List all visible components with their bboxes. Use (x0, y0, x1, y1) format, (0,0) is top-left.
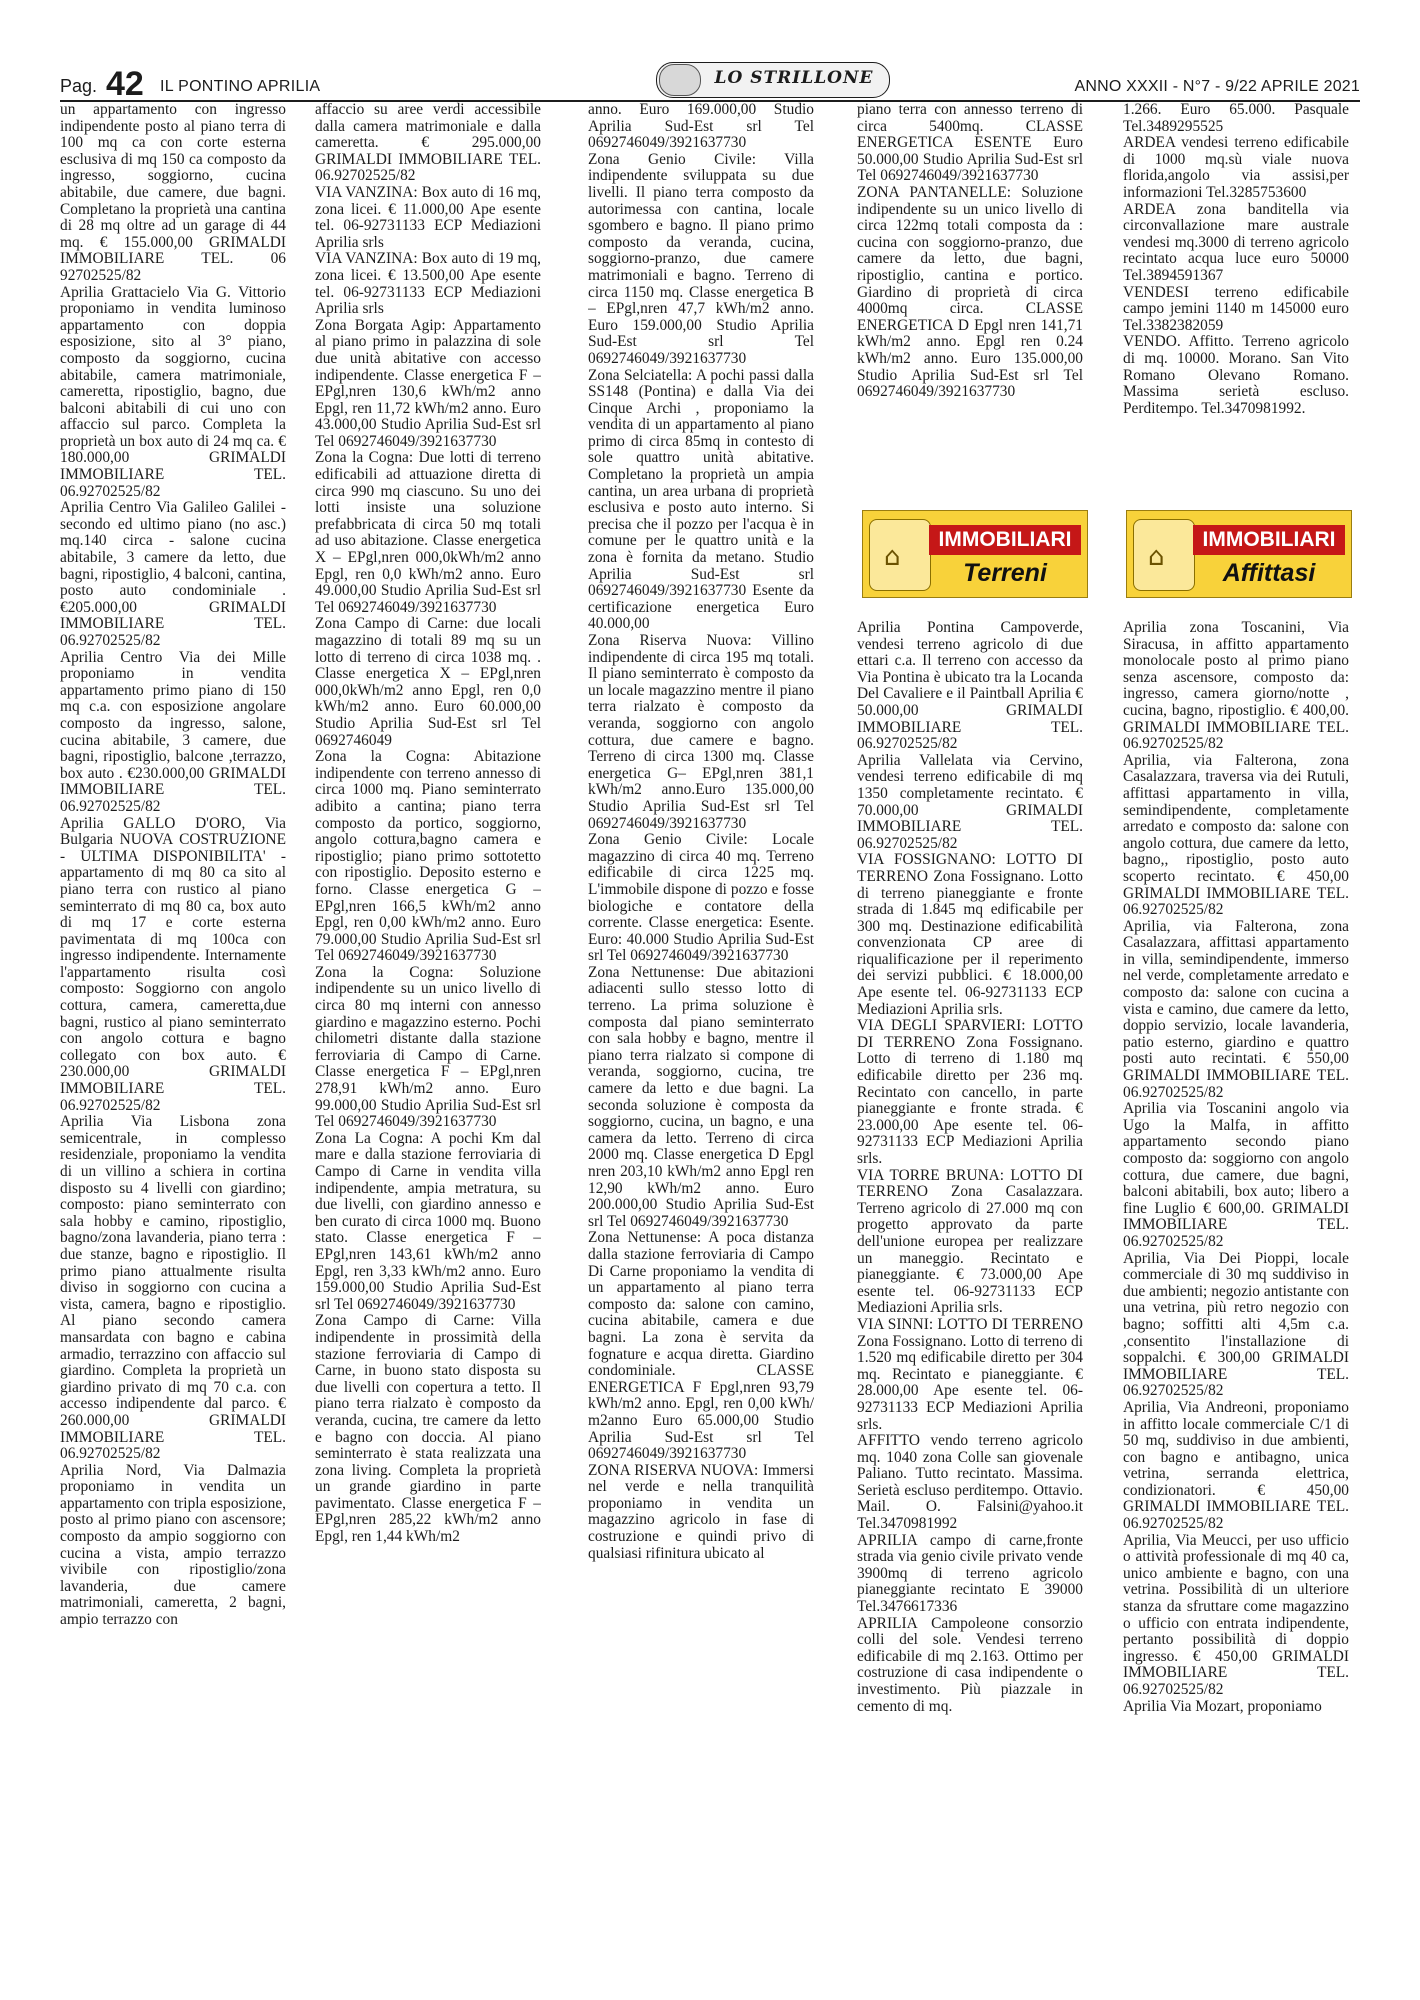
classified-ad: Aprilia via Toscanini angolo via Ugo la Malfa, in affitto appartamento secondo piano composto da: soggiorno con angolo cottura, due camere, due bagni, balconi abitabili, box auto; libero a fine Luglio € 600,00. GRIMALDI IMMOBILIARE TEL. 06.92702525/82 (1123, 1100, 1349, 1250)
classified-ad: ZONA PANTANELLE: Soluzione indipendente su un unico livello di circa 122mq totali composta da : cucina con soggiorno-pranzo, due camere da letto, due bagni, ripostiglio, cantina e portico. Giardino di proprietà di circa 4000mq circa. CLASSE ENERGETICA D Epgl nren 141,71 kWh/m2 anno. Epgl ren 0.24 kWh/m2 anno. Euro 135.000,00 Studio Aprilia Sud-Est srl Tel 0692746049/3921637730 (857, 183, 1083, 401)
classified-ad: ARDEA vendesi terreno edificabile di 1000 mq.sù viale nuova florida,angolo via assisi,per informazioni Tel.3285753600 (1123, 134, 1349, 201)
classified-ad: Aprilia Grattacielo Via G. Vittorio proponiamo in vendita luminoso appartamento con doppia esposizione, sito al 3° piano, composto da soggiorno, cucina abitabile, camera matrimoniale, cameretta, ripostiglio, bagno, due balconi abitabili di cui uno con affaccio sul parco. Completa la proprietà un box auto di 24 mq ca. € 180.000,00 GRIMALDI IMMOBILIARE TEL. 06.92702525/82 (60, 283, 286, 500)
issue-info: ANNO XXXII - N°7 - 9/22 APRILE 2021 (1074, 78, 1360, 95)
classified-ad: Aprilia Via Lisbona zona semicentrale, in complesso residenziale, proponiamo la vendita di un villino a schiera in cortina disposto su 4 livelli con giardino; composto: piano seminterrato con sala hobby e camino, ripostiglio, bagno/zona lavanderia, piano terra : due stanze, bagno e ripostiglio. Il primo piano attualmente risulta diviso in soggiorno con cucina a vista, camera, bagno e ripostiglio. Al piano secondo camera mansardata con bagno e cabina armadio, terrazzino con affaccio sul giardino. Completa la proprietà un giardino privato di mq 70 c.a. con accesso indipendente dal parco. € 260.000,00 GRIMALDI IMMOBILIARE TEL. 06.92702525/82 (60, 1113, 286, 1463)
classified-ad: Aprilia GALLO D'ORO, Via Bulgaria NUOVA COSTRUZIONE - ULTIMA DISPONIBILITA' - appartamento di mq 80 ca sito al piano terra con rustico al piano seminterrato di mq 80 ca, box auto di mq 17 e corte esterna pavimentata di mq 100ca con ingresso indipendente. Internamente l'appartamento risulta così composto: Soggiorno con angolo cottura, camera, cameretta,due bagni, rustico al piano seminterrato con angolo cottura e bagno collegato con box auto. € 230.000,00 GRIMALDI IMMOBILIARE TEL. 06.92702525/82 (60, 814, 286, 1114)
classified-ad: Aprilia, via Falterona, zona Casalazzara, affittasi appartamento in villa, semindipendente, immerso nel verde, completamente arredato e composto da: salone con cucina a vista e camino, due camere da letto, doppio servizio, locale lavanderia, patio esterno, giardino e quattro posti auto recintati. € 550,00 GRIMALDI IMMOBILIARE TEL. 06.92702525/82 (1123, 917, 1349, 1101)
banner-title: IMMOBILIARI (929, 525, 1081, 555)
classified-ad: AFFITTO vendo terreno agricolo mq. 1040 zona Colle san giovenale Paliano. Tutto recintato. Massima. Serietà escluso perditempo. Ottavio. Mail. O. Falsini@yahoo.it Tel.3470981992 (857, 1432, 1083, 1533)
classified-ad: ZONA RISERVA NUOVA: Immersi nel verde e nella tranquilità proponiamo in vendita un magazzino agricolo in fase di costruzione e quindi privo di qualsiasi rifinitura ubicato al (588, 1461, 814, 1562)
column-5-affittasi (1123, 620, 1349, 1980)
classified-ad: Aprilia Centro Via dei Mille proponiamo in vendita appartamento primo piano di 150 mq c.a. con esposizione angolare composto da ingresso, salone, cucina abitabile, 3 camere, due bagni, ripostiglio, balcone ,terrazzo, box auto . €230.000,00 GRIMALDI IMMOBILIARE TEL. 06.92702525/82 (60, 648, 286, 815)
classified-ad: Zona la Cogna: Due lotti di terreno edificabili ad attuazione diretta di circa 990 mq ciascuno. Su uno dei lotti insiste una soluzione prefabbricata di circa 50 mq totali ad uso abitazione. Classe energetica X – EPgl,nren 000,0kWh/m2 anno Epgl, ren 0,0 kWh/m2 anno. Euro 49.000,00 Studio Aprilia Sud-Est srl Tel 0692746049/3921637730 (315, 449, 541, 616)
classified-ad: Zona Nettunense: Due abitazioni adiacenti sullo stesso lotto di terreno. La prima soluzione è composta dal piano seminterrato con sala hobby e bagno, mentre il piano terra rialzato si compone di veranda, soggiorno, cucina, tre camere da letto e due bagni. La seconda soluzione è composta da soggiorno, cucina, un bagno, e una camera da letto. Terreno di circa 2000 mq. Classe energetica D Epgl nren 203,10 kWh/m2 anno Epgl ren 12,90 kWh/m2 anno. Euro 200.000,00 Studio Aprilia Sud-Est srl Tel 0692746049/3921637730 (588, 963, 814, 1230)
classified-ad: affaccio su aree verdi accessibile dalla camera matrimoniale e dalla cameretta. € 295.000,00 GRIMALDI IMMOBILIARE TEL. 06.92702525/82 (315, 102, 541, 185)
page-label: Pag. (60, 76, 98, 96)
classified-ad: Zona la Cogna: Soluzione indipendente su un unico livello di circa 80 mq interni con annesso giardino e magazzino esterno. Pochi chilometri distante dalla stazione ferroviaria di Campo di Carne. Classe energetica F – EPgl,nren 278,91 kWh/m2 anno. Euro 99.000,00 Studio Aprilia Sud-Est srl Tel 0692746049/3921637730 (315, 963, 541, 1131)
classified-ad: Zona Selciatella: A pochi passi dalla SS148 (Pontina) e dalla Via dei Cinque Archi , proponiamo la vendita di un appartamento al piano primo di circa 85mq in contesto di sole quattro unità abitative. Completano la proprietà un ampia cantina, un area urbana di proprietà esclusiva e posto auto interno. Si precisa che il pozzo per l'acqua è in comune per le quattro unità e la zona è fornita da metano. Studio Aprilia Sud-Est srl 0692746049/3921637730 Esente da certificazione energetica Euro 40.000,00 (588, 366, 814, 633)
classified-ad: Zona Borgata Agip: Appartamento al piano primo in palazzina di sole due unità abitative con accesso indipendente. Classe energetica F – EPgl,nren 130,6 kWh/m2 anno Epgl, ren 11,72 kWh/m2 anno. Euro 43.000,00 Studio Aprilia Sud-Est srl Tel 0692746049/3921637730 (315, 316, 541, 450)
classified-ad: VIA FOSSIGNANO: LOTTO DI TERRENO Zona Fossignano. Lotto di terreno pianeggiante e fronte strada di 1.845 mq edificabile per 300 mq. Destinazione edificabilità convenzionata CP aree di riqualificazione per il reperimento dei servizi pubblici. € 18.000,00 Ape esente tel. 06-92731133 ECP Mediazioni Aprilia srls. (857, 851, 1083, 1018)
column-5-top (1123, 102, 1349, 492)
house-icon: ⌂ (884, 542, 901, 572)
masthead-logo (656, 62, 890, 98)
classified-ad: Aprilia Via Mozart, proponiamo (1123, 1697, 1322, 1715)
banner-immobiliari-affittasi (1126, 510, 1352, 598)
classified-ad: Zona Nettunense: A poca distanza dalla stazione ferroviaria di Campo Di Carne proponiamo la vendita di un appartamento al piano terra composto da: salone con camino, cucina abitabile, camera e due bagni. La zona è servita da fognature e acqua diretta. Giardino condominiale. CLASSE ENERGETICA F Epgl,nren 93,79 kWh/m2 anno. Epgl, ren 0,00 kWh/ m2anno Euro 65.000,00 Studio Aprilia Sud-Est srl Tel 0692746049/3921637730 (588, 1229, 814, 1463)
logo-text: LO STRILLONE (714, 68, 874, 88)
classified-ad: piano terra con annesso terreno di circa 5400mq. CLASSE ENERGETICA ESENTE Euro 50.000,00 Studio Aprilia Sud-Est srl Tel 0692746049/3921637730 (857, 102, 1083, 185)
classified-ad: Zona Campo di Carne: due locali magazzino di totali 89 mq su un lotto di terreno di circa 1038 mq. . Classe energetica X – EPgl,nren 000,0kWh/m2 anno Epgl, ren 0,0 kWh/m2 anno. Euro 60.000,00 Studio Aprilia Sud-Est srl Tel 0692746049 (315, 615, 541, 749)
publication-name: IL PONTINO APRILIA (160, 78, 321, 95)
column-4-terreni (857, 620, 1083, 1980)
classified-ad: Aprilia Vallelata via Cervino, vendesi terreno edificabile di mq 1350 completamente recintato. € 70.000,00 GRIMALDI IMMOBILIARE TEL. 06.92702525/82 (857, 751, 1083, 852)
classified-ad: APRILIA Campoleone consorzio colli del sole. Vendesi terreno edificabile di mq 2.163. Ottimo per costruzione di casa indipendente o investimento. Più piazzale in cemento di mq. (857, 1614, 1083, 1715)
page-number: 42 (106, 65, 144, 103)
banner-illustration (1133, 519, 1195, 591)
banner-subtitle: Terreni (963, 559, 1047, 587)
column-1 (60, 102, 286, 1982)
classified-ad: VENDO. Affitto. Terreno agricolo di mq. 10000. Morano. San Vito Romano Olevano Romano. Massima serietà escluso. Perditempo. Tel.3470981992. (1123, 333, 1349, 417)
classified-ad: Zona Riserva Nuova: Villino indipendente di circa 195 mq totali. Il piano seminterrato è composto da un locale magazzino mentre il piano terra rialzato è composto da veranda, soggiorno con angolo cottura, due camere e bagno. Terreno di circa 1300 mq. Classe energetica G– EPgl,nren 381,1 kWh/m2 anno.Euro 135.000,00 Studio Aprilia Sud-Est srl Tel 0692746049/3921637730 (588, 632, 814, 832)
classified-ad: Aprilia, Via Andreoni, proponiamo in affitto locale commerciale C/1 di 50 mq, suddiviso in due ambienti, con bagno e antibagno, unica vetrina, serranda elettrica, condizionatori. € 450,00 GRIMALDI IMMOBILIARE TEL. 06.92702525/82 (1123, 1398, 1349, 1533)
banner-illustration (869, 519, 931, 591)
classified-ad: anno. Euro 169.000,00 Studio Aprilia Sud-Est srl Tel 0692746049/3921637730 (588, 102, 814, 152)
classified-ad: Aprilia zona Toscanini, Via Siracusa, in affitto appartamento monolocale posto al primo piano senza ascensore, composto da: ingresso, camera giorno/notte , cucina, bagno, ripostiglio. € 400,00. GRIMALDI IMMOBILIARE TEL. 06.92702525/82 (1123, 620, 1349, 753)
classified-ad: Zona Genio Civile: Villa indipendente sviluppata su due livelli. Il piano terra composto da autorimessa con cantina, locale sgombero e bagno. Il piano primo composto da veranda, cucina, soggiorno-pranzo, due camere matrimoniali e bagno. Terreno di circa 1150 mq. Classe energetica B – EPgl,nren 47,7 kWh/m2 anno. Euro 159.000,00 Studio Aprilia Sud-Est srl Tel 0692746049/3921637730 (588, 150, 814, 367)
page-header (60, 62, 1360, 102)
column-2 (315, 102, 541, 1982)
banner-subtitle: Affittasi (1222, 559, 1316, 587)
classified-ad: ARDEA zona banditella via circonvallazione mare australe vendesi mq.3000 di terreno agricolo recintato acqua luce euro 50000 Tel.3894591367 (1123, 200, 1349, 284)
classified-ad: Aprilia, via Falterona, zona Casalazzara, traversa via dei Rutuli, affittasi appartamento in villa, semindipendente, completamente arredato e composto da: salone con angolo cottura, due camere da letto, bagno,, ripostiglio, posto auto scoperto recintato. € 450,00 GRIMALDI IMMOBILIARE TEL. 06.92702525/82 (1123, 751, 1349, 919)
classified-ad: Zona Campo di Carne: Villa indipendente in prossimità della stazione ferroviaria di Campo di Carne, in buono stato disposta su due livelli con copertura a tetto. Il piano terra rialzato è composto da veranda, cucina, tre camere da letto e bagno con doccia. Al piano seminterrato è stata realizzata una zona living. Completa la proprietà un grande giardino in parte pavimentato. Classe energetica F – EPgl,nren 285,22 kWh/m2 anno Epgl, ren 1,44 kWh/m2 (315, 1312, 541, 1546)
newsboy-illustration (659, 64, 701, 96)
classified-ad: VIA TORRE BRUNA: LOTTO DI TERRENO Zona Casalazzara. Terreno agricolo di 27.000 mq con progetto approvato da parte dell'unione europea per realizzare un maneggio. Recintato e pianeggiante. € 73.000,00 Ape esente tel. 06-92731133 ECP Mediazioni Aprilia srls. (857, 1166, 1083, 1317)
classified-ad: VENDESI terreno edificabile campo jemini 1140 m 145000 euro Tel.3382382059 (1123, 283, 1349, 334)
classified-ad: Zona Genio Civile: Locale magazzino di circa 40 mq. Terreno edificabile di circa 1225 mq. L'immobile dispone di pozzo e fosse biologiche e contatore della corrente. Classe energetica: Esente. Euro: 40.000 Studio Aprilia Sud-Est srl Tel 0692746049/3921637730 (588, 831, 814, 965)
classified-ad: VIA VANZINA: Box auto di 16 mq, zona licei. € 11.000,00 Ape esente tel. 06-92731133 ECP Mediazioni Aprilia srls (315, 183, 541, 251)
classified-ad: VIA VANZINA: Box auto di 19 mq, zona licei. € 13.500,00 Ape esente tel. 06-92731133 ECP Mediazioni Aprilia srls (315, 250, 541, 318)
classified-ad: Aprilia Centro Via Galileo Galilei - secondo ed ultimo piano (no asc.) mq.140 circa - salone cucina abitabile, 3 camere da letto, due bagni, ripostiglio, 4 balconi, cantina, posto auto condominiale . €205.000,00 GRIMALDI IMMOBILIARE TEL. 06.92702525/82 (60, 499, 286, 649)
classified-ad: Aprilia, Via Meucci, per uso ufficio o attività professionale di mq 40 ca, unico ambiente e bagno, con una vetrina. Possibilità di un ulteriore stanza da sfruttare come magazzino o ufficio con entrata indipendente, pertanto possibilità di doppio ingresso. € 450,00 GRIMALDI IMMOBILIARE TEL. 06.92702525/82 (1123, 1531, 1349, 1698)
house-icon: ⌂ (1148, 542, 1165, 572)
classified-ad: Aprilia Nord, Via Dalmazia proponiamo in vendita un appartamento con tripla esposizione, posto al primo piano con ascensore; composto da ampio soggiorno con cucina a vista, ampio terrazzo vivibile con ripostiglio/zona lavanderia, due camere matrimoniali, cameretta, 2 bagni, ampio terrazzo con (60, 1461, 286, 1629)
banner-immobiliari-terreni (862, 510, 1088, 598)
classified-ad: Zona La Cogna: A pochi Km dal mare e dalla stazione ferroviaria di Campo di Carne in vendita villa indipendente, ampia metratura, su due livelli, con giardino annesso e ben curato di circa 1000 mq. Buono stato. Classe energetica F – EPgl,nren 143,61 kWh/m2 anno Epgl, ren 3,33 kWh/m2 anno. Euro 159.000,00 Studio Aprilia Sud-Est srl Tel 0692746049/3921637730 (315, 1129, 541, 1313)
classified-ad: Zona la Cogna: Abitazione indipendente con terreno annesso di circa 1000 mq. Piano seminterrato adibito a cantina; piano terra composto da portico, soggiorno, angolo cottura,bagno camera e ripostiglio; piano primo sottotetto con ripostiglio. Deposito esterno e forno. Classe energetica G – EPgl,nren 166,5 kWh/m2 anno Epgl, ren 0,00 kWh/m2 anno. Euro 79.000,00 Studio Aprilia Sud-Est srl Tel 0692746049/3921637730 (315, 748, 541, 965)
classified-ad: Aprilia Pontina Campoverde, vendesi terreno agricolo di due ettari c.a. Il terreno con accesso da Via Pontina è ubicato tra la Locanda Del Cavaliere e il Paintball Aprilia € 50.000,00 GRIMALDI IMMOBILIARE TEL. 06.92702525/82 (857, 620, 1083, 753)
classified-ad: APRILIA campo di carne,fronte strada via genio civile privato vende 3900mq di terreno agricolo pianeggiante recintato E 39000 Tel.3476617336 (857, 1531, 1083, 1616)
banner-title: IMMOBILIARI (1193, 525, 1345, 555)
classified-ad: VIA SINNI: LOTTO DI TERRENO Zona Fossignano. Lotto di terreno di 1.520 mq edificabile diretto per 304 mq. Recintato e pianeggiante. € 28.000,00 Ape esente tel. 06-92731133 ECP Mediazioni Aprilia srls. (857, 1315, 1083, 1433)
classified-ad: 1.266. Euro 65.000. Pasquale Tel.3489295525 (1123, 102, 1349, 135)
column-3 (588, 102, 814, 1982)
classified-ad: Aprilia, Via Dei Pioppi, locale commerciale di 30 mq suddiviso in due ambienti; negozio antistante con una vetrina, più retro negozio con bagno; soffitti alti 4,5m c.a. ,consentito l'installazione di soppalchi. € 300,00 GRIMALDI IMMOBILIARE TEL. 06.92702525/82 (1123, 1249, 1349, 1400)
classified-ad: un appartamento con ingresso indipendente posto al piano terra di 100 mq ca con corte esterna esclusiva di mq 150 ca composto da ingresso, soggiorno, cucina abitabile, due camere, due bagni. Completano la proprietà una cantina di 28 mq oltre ad un garage di 44 mq. € 155.000,00 GRIMALDI IMMOBILIARE TEL. 06 92702525/82 (60, 102, 286, 284)
classified-ad: VIA DEGLI SPARVIERI: LOTTO DI TERRENO Zona Fossignano. Lotto di terreno di 1.180 mq edificabile diretto per 236 mq. Recintato con cancello, in parte pianeggiante e fronte strada. € 23.000,00 Ape esente tel. 06-92731133 ECP Mediazioni Aprilia srls. (857, 1017, 1083, 1167)
